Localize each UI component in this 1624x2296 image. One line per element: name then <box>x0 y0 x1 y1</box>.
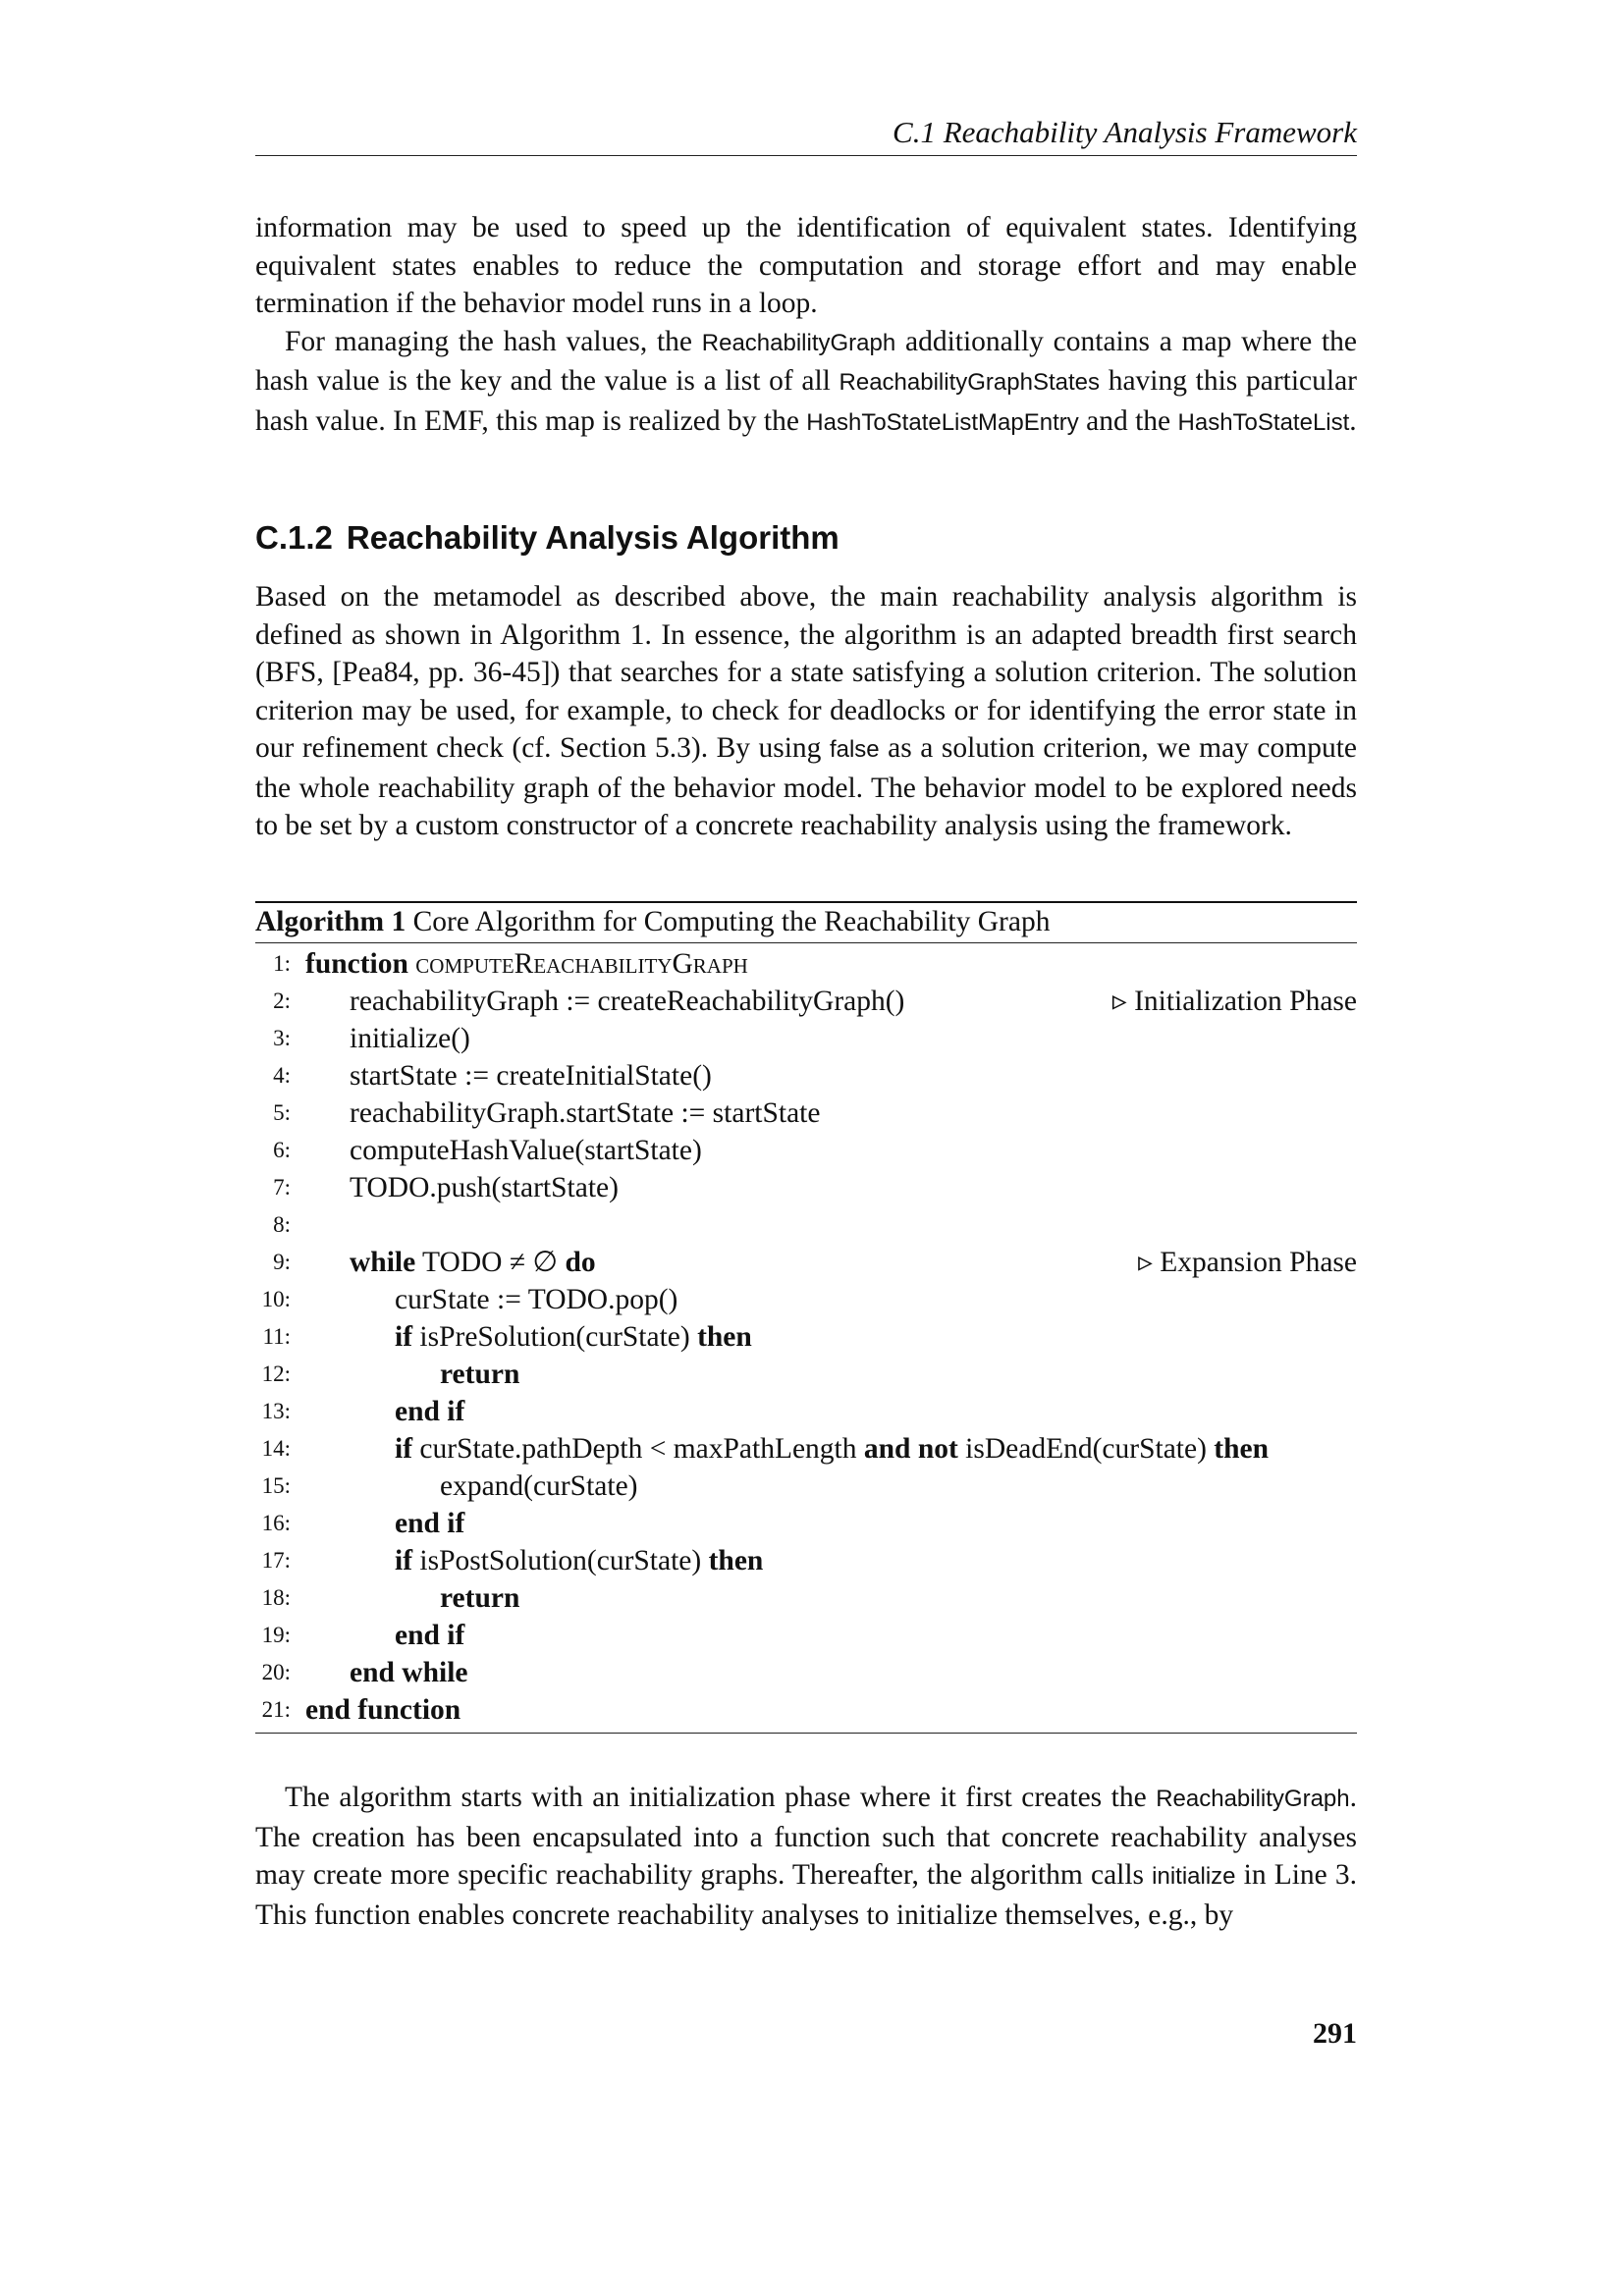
code-term: HashToStateList <box>1177 408 1350 436</box>
algo-line: 5: reachabilityGraph.startState := startState <box>273 1097 821 1129</box>
algo-line: 7: TODO.push(startState) <box>273 1172 619 1203</box>
section-title: Reachability Analysis Algorithm <box>346 519 839 556</box>
running-head: C.1 Reachability Analysis Framework <box>255 110 1357 156</box>
algo-line: 4: startState := createInitialState() <box>273 1060 712 1092</box>
algo-line: 1: function computeReachabilityGraph <box>273 948 748 980</box>
code-term: HashToStateListMapEntry <box>806 408 1079 436</box>
algo-line: 2: reachabilityGraph := createReachabilityGraph() ▹ Initialization Phase <box>255 983 1357 1020</box>
paragraph-2: For managing the hash values, the ReachabilityGraph additionally contains a map where the hash value is the key and the value is a list of all ReachabilityGraphStates having this particular hash value. In EMF, this map is realized by the HashToStateListMapEntry and the HashToStateList. <box>255 325 1358 437</box>
algo-line: 3: initialize() <box>273 1023 470 1054</box>
paragraph-4: The algorithm starts with an initialization phase where it first creates the ReachabilityGraph. The creation has been encapsulated into a function such that concrete reachability analyses may create more specific reachability graphs. Thereafter, the algorithm calls initialize in Line 3. This function enables concrete reachability analyses to initialize themselves, e.g., by <box>255 1782 1357 1931</box>
page-number: 291 <box>1313 2017 1357 2050</box>
algo-line: 16: end if <box>261 1508 465 1539</box>
paragraph-intro <box>255 209 1357 442</box>
algo-comment: ▹ Expansion Phase <box>1138 1247 1357 1278</box>
code-term: ReachabilityGraph <box>1156 1786 1350 1812</box>
algo-line: 21: end function <box>261 1694 461 1726</box>
page <box>255 0 1357 2296</box>
algorithm-label: Algorithm 1 <box>255 906 406 937</box>
section-heading <box>255 516 1357 560</box>
paragraph-1: information may be used to speed up the identification of equivalent states. Identifying equivalent states enables to reduce the computation and storage effort and may enable termination if the behavior model runs in a loop. <box>255 212 1357 319</box>
algo-line: 20: end while <box>261 1657 468 1688</box>
algo-line: 10: curState := TODO.pop() <box>261 1284 678 1315</box>
algo-line: 13: end if <box>261 1396 465 1427</box>
algo-line: 12: return <box>261 1359 520 1390</box>
algo-line: 19: end if <box>261 1620 465 1651</box>
algorithm-lines <box>255 943 1357 1729</box>
function-name: computeReachabilityGraph <box>415 948 748 980</box>
algo-line: 8: <box>273 1212 291 1237</box>
code-term: initialize <box>1152 1863 1236 1890</box>
algo-line: 15: expand(curState) <box>261 1470 638 1502</box>
algo-line: 18: return <box>261 1582 520 1614</box>
paragraph-3: Based on the metamodel as described above, the main reachability analysis algorithm is defined as shown in Algorithm 1. In essence, the algorithm is an adapted breadth first search (BFS, [Pea84, pp. 36-45]) that searches for a state satisfying a solution criterion. The solution criterion may be used, for example, to check for deadlocks or for identifying the error state in our refinement check (cf. Section 5.3). By using false as a solution criterion, we may compute the whole reachability graph of the behavior model. The behavior model to be explored needs to be set by a custom constructor of a concrete reachability analysis using the framework. <box>255 581 1357 841</box>
algo-line: 11: if isPreSolution(curState) then <box>262 1321 752 1353</box>
code-term: ReachabilityGraphStates <box>839 369 1101 396</box>
code-term: ReachabilityGraph <box>701 329 896 356</box>
section-number: C.1.2 <box>255 519 333 556</box>
algo-comment: ▹ Initialization Phase <box>1111 986 1357 1017</box>
algorithm-caption <box>255 903 1357 943</box>
code-term: false <box>829 736 880 763</box>
algo-line: 17: if isPostSolution(curState) then <box>261 1545 764 1576</box>
algo-line: 14: if curState.pathDepth < maxPathLength and not isDeadEnd(curState) then <box>261 1433 1270 1465</box>
algorithm-block <box>255 901 1357 1734</box>
algorithm-title: Core Algorithm for Computing the Reachability Graph <box>412 906 1051 937</box>
algo-line: 9: while TODO ≠ ∅ do ▹ Expansion Phase <box>255 1244 1357 1281</box>
algo-line: 6: computeHashValue(startState) <box>273 1135 702 1166</box>
